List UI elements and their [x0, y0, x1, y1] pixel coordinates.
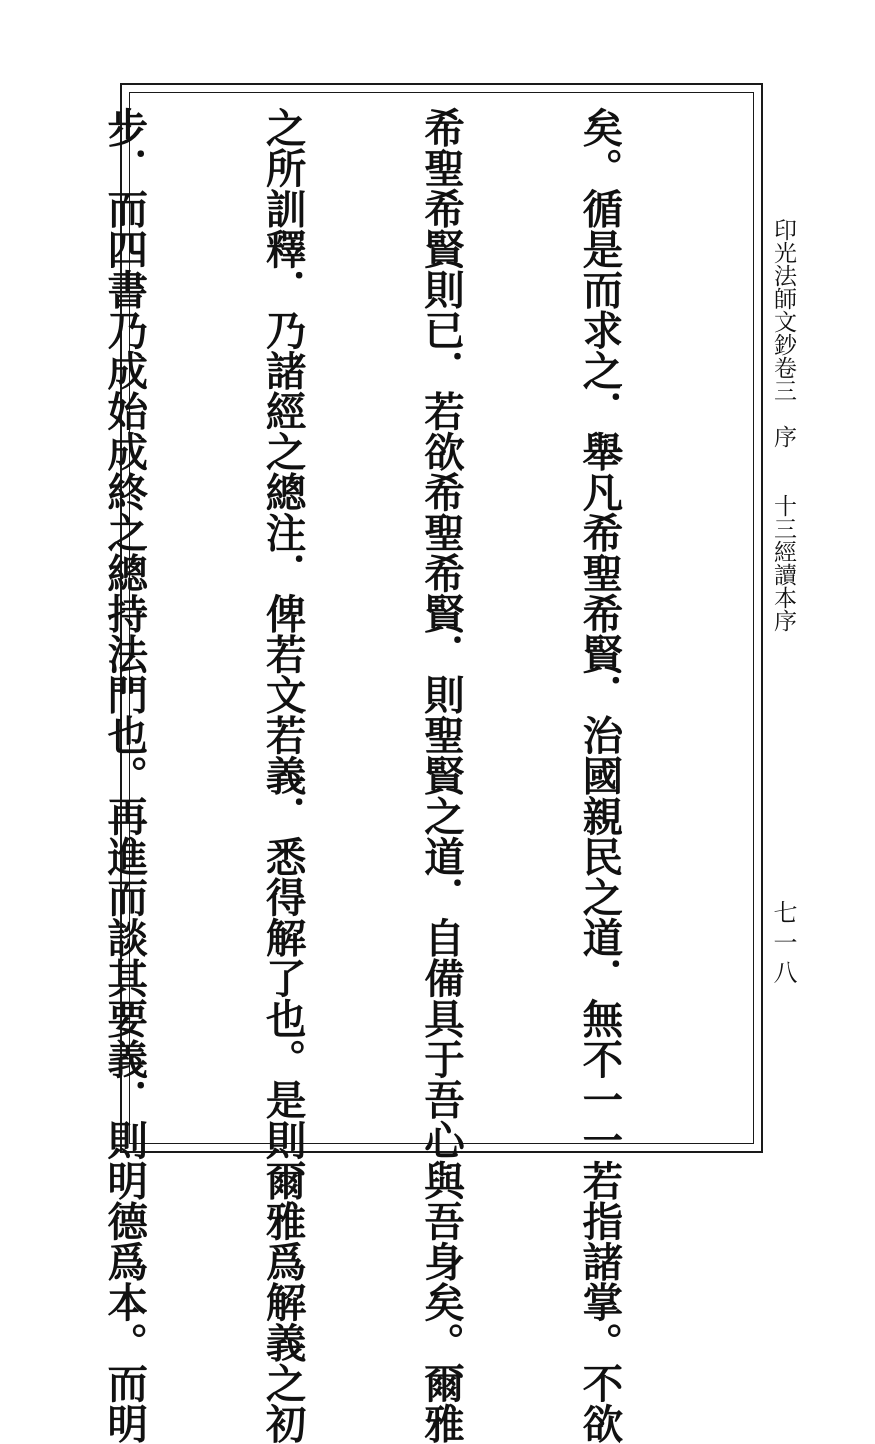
chapter-title: 十三經讀本序	[770, 494, 796, 632]
text-column-2: 希聖希賢則已．若欲希聖希賢．則聖賢之道．自備具于吾心與吾身矣。爾雅	[417, 107, 466, 1444]
book-title: 印光法師文鈔卷三	[770, 218, 796, 402]
text-column-4: 步．而四書乃成始成終之總持法門也。再進而談其要義．則明德爲本。而明	[100, 107, 149, 1444]
text-column-1: 矣。循是而求之．舉凡希聖希賢．治國親民之道．無不一一若指諸掌。不欲	[575, 107, 624, 1444]
text-column-3: 之所訓釋．乃諸經之總注．俾若文若義．悉得解了也。是則爾雅爲解義之初	[258, 107, 307, 1444]
page-number: 七一八	[769, 900, 797, 990]
section-label: 序	[770, 425, 796, 448]
body-text	[100, 107, 731, 1444]
running-head	[770, 218, 796, 632]
